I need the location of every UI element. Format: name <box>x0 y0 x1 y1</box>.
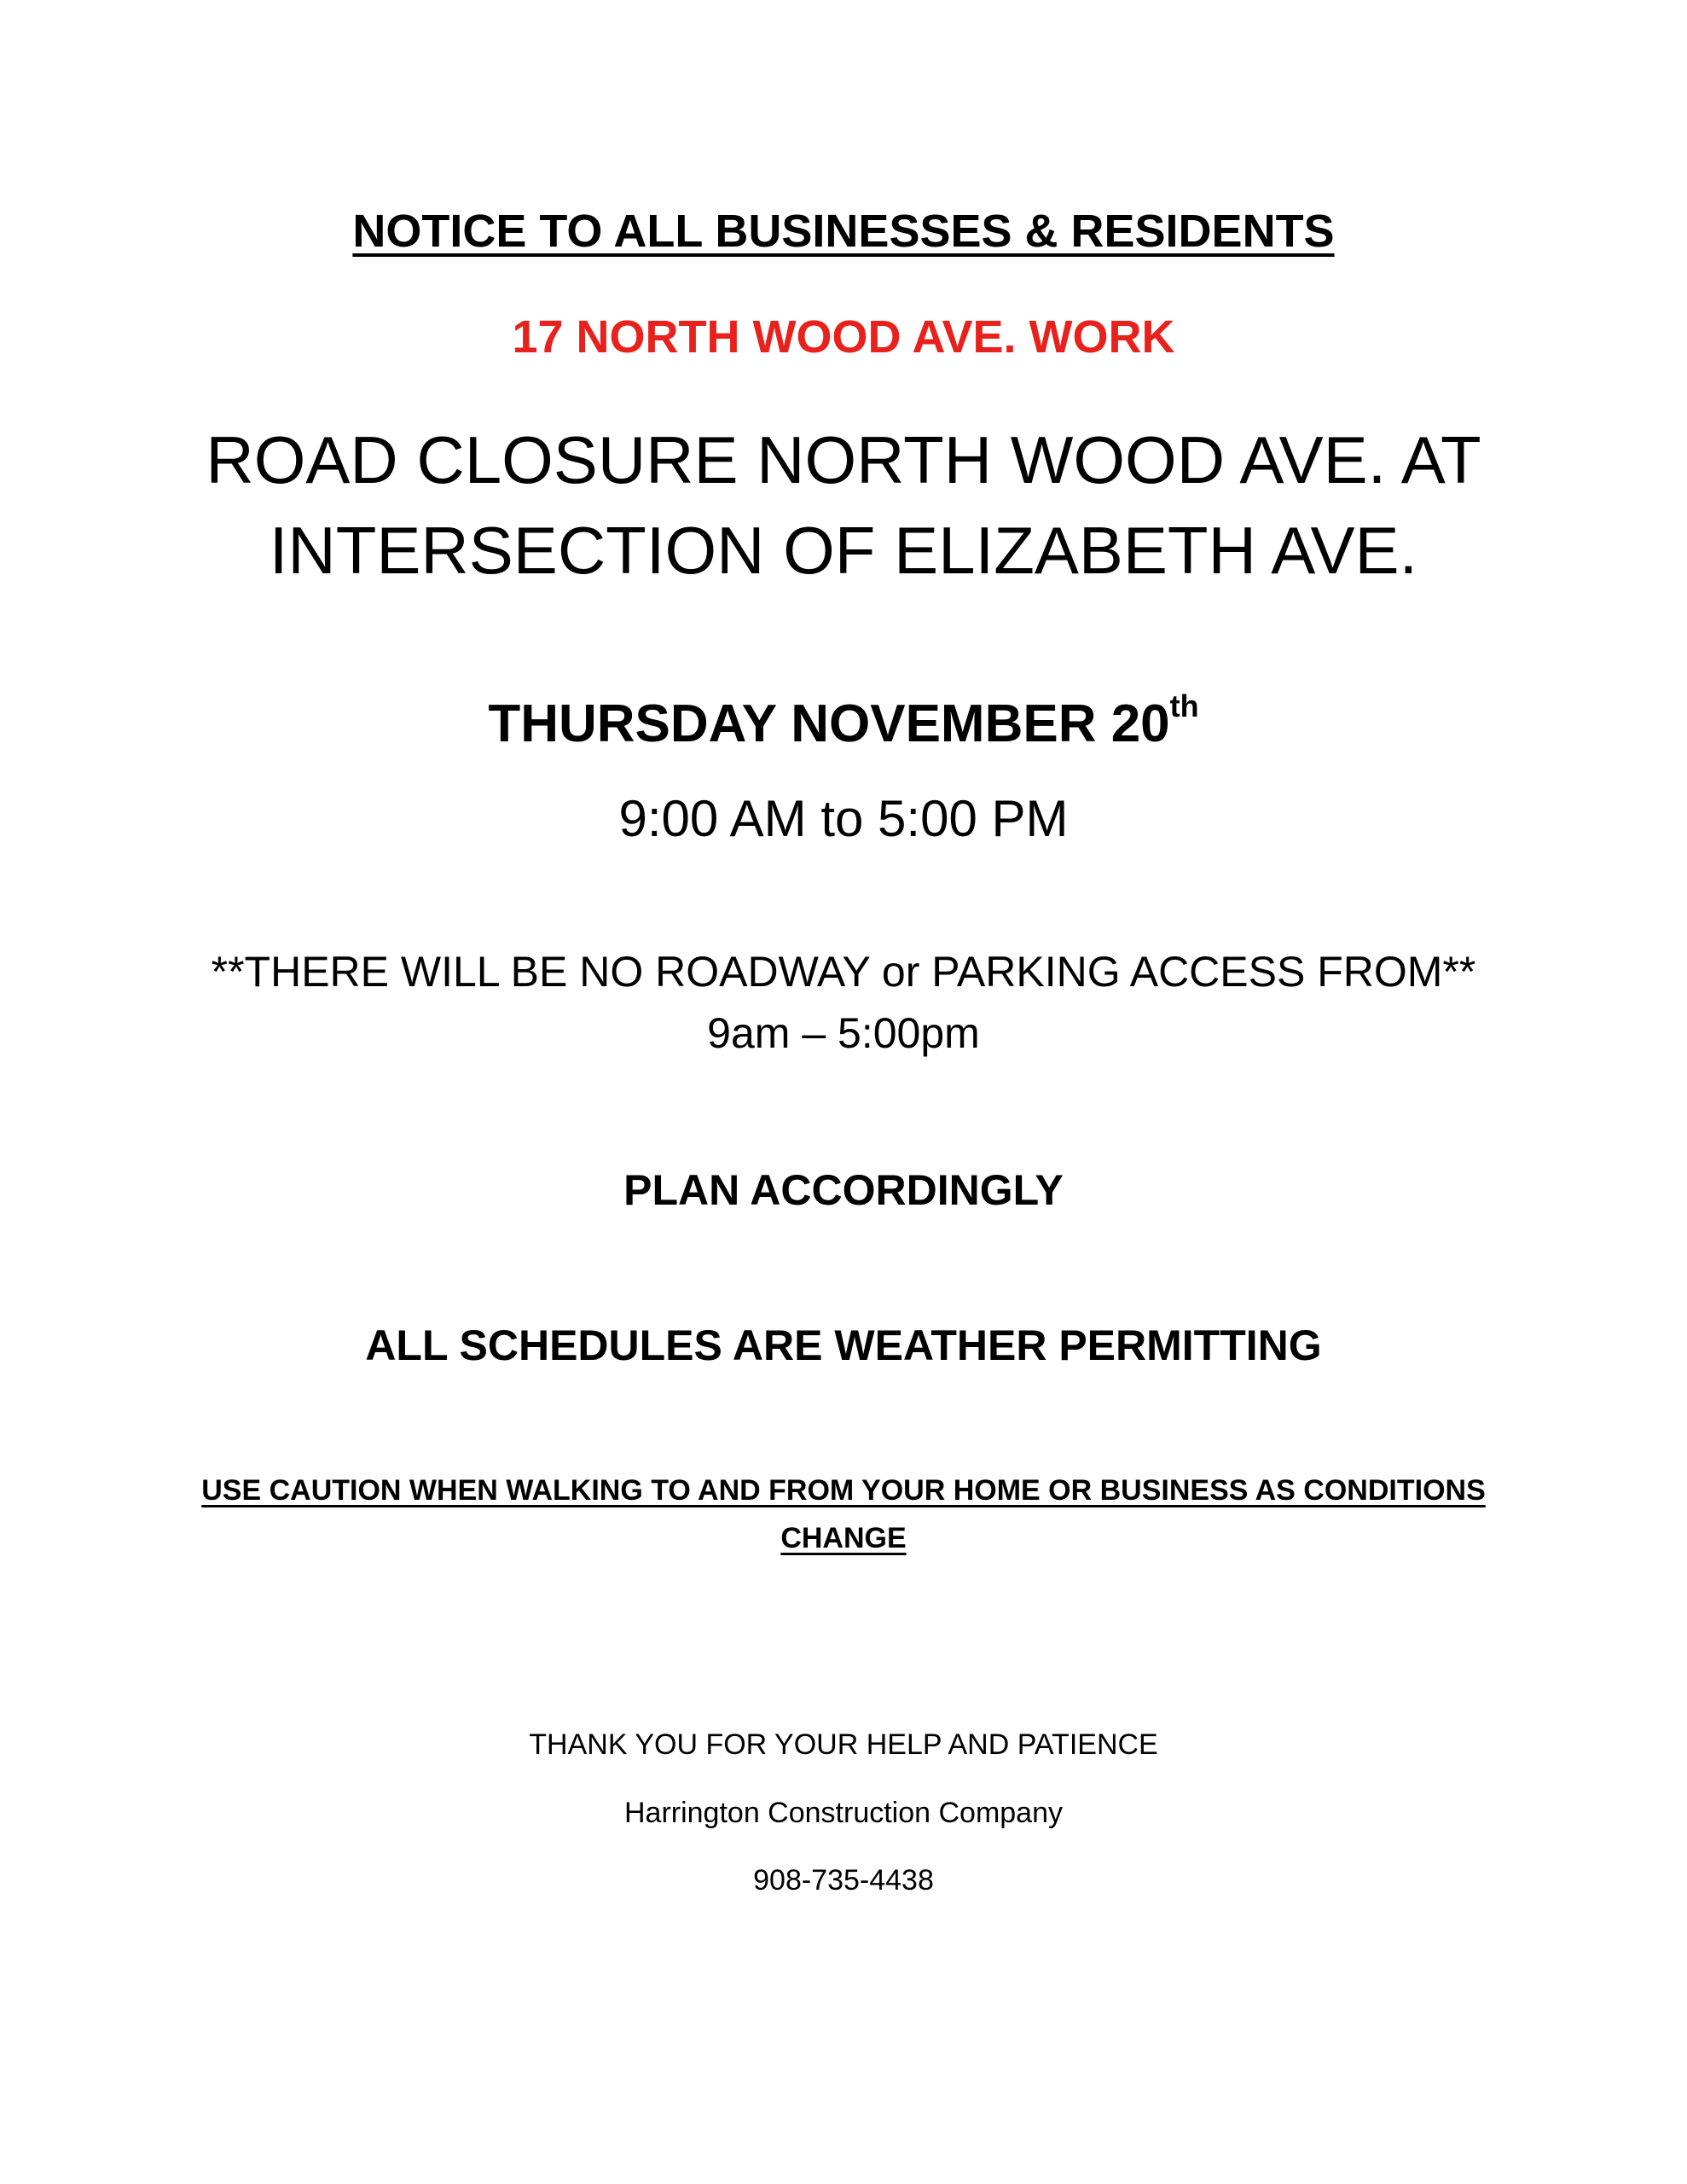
phone-number: 908-735-4438 <box>753 1864 934 1896</box>
work-location-subheading: 17 NORTH WOOD AVE. WORK <box>512 311 1175 363</box>
weather-permitting-text: ALL SCHEDULES ARE WEATHER PERMITTING <box>365 1321 1322 1369</box>
closure-date-suffix: th <box>1169 688 1199 723</box>
notice-heading: NOTICE TO ALL BUSINESSES & RESIDENTS <box>352 206 1335 257</box>
closure-date-text: THURSDAY NOVEMBER 20 <box>488 694 1170 753</box>
access-warning-line-1: **THERE WILL BE NO ROADWAY or PARKING ACCESS FROM** <box>211 948 1476 996</box>
plan-accordingly-text: PLAN ACCORDINGLY <box>623 1166 1064 1214</box>
thank-you-text: THANK YOU FOR YOUR HELP AND PATIENCE <box>529 1728 1158 1761</box>
access-warning-line-2: 9am – 5:00pm <box>707 1009 980 1057</box>
caution-notice-line-2: CHANGE <box>780 1522 907 1554</box>
closure-date <box>0 688 1687 753</box>
closure-time: 9:00 AM to 5:00 PM <box>618 790 1069 847</box>
caution-notice-line-1: USE CAUTION WHEN WALKING TO AND FROM YOUR HOME OR BUSINESS AS CONDITIONS <box>201 1474 1486 1507</box>
road-closure-line-2: INTERSECTION OF ELIZABETH AVE. <box>269 513 1418 588</box>
company-name: Harrington Construction Company <box>623 1797 1064 1829</box>
road-closure-line-1: ROAD CLOSURE NORTH WOOD AVE. AT <box>206 422 1481 497</box>
